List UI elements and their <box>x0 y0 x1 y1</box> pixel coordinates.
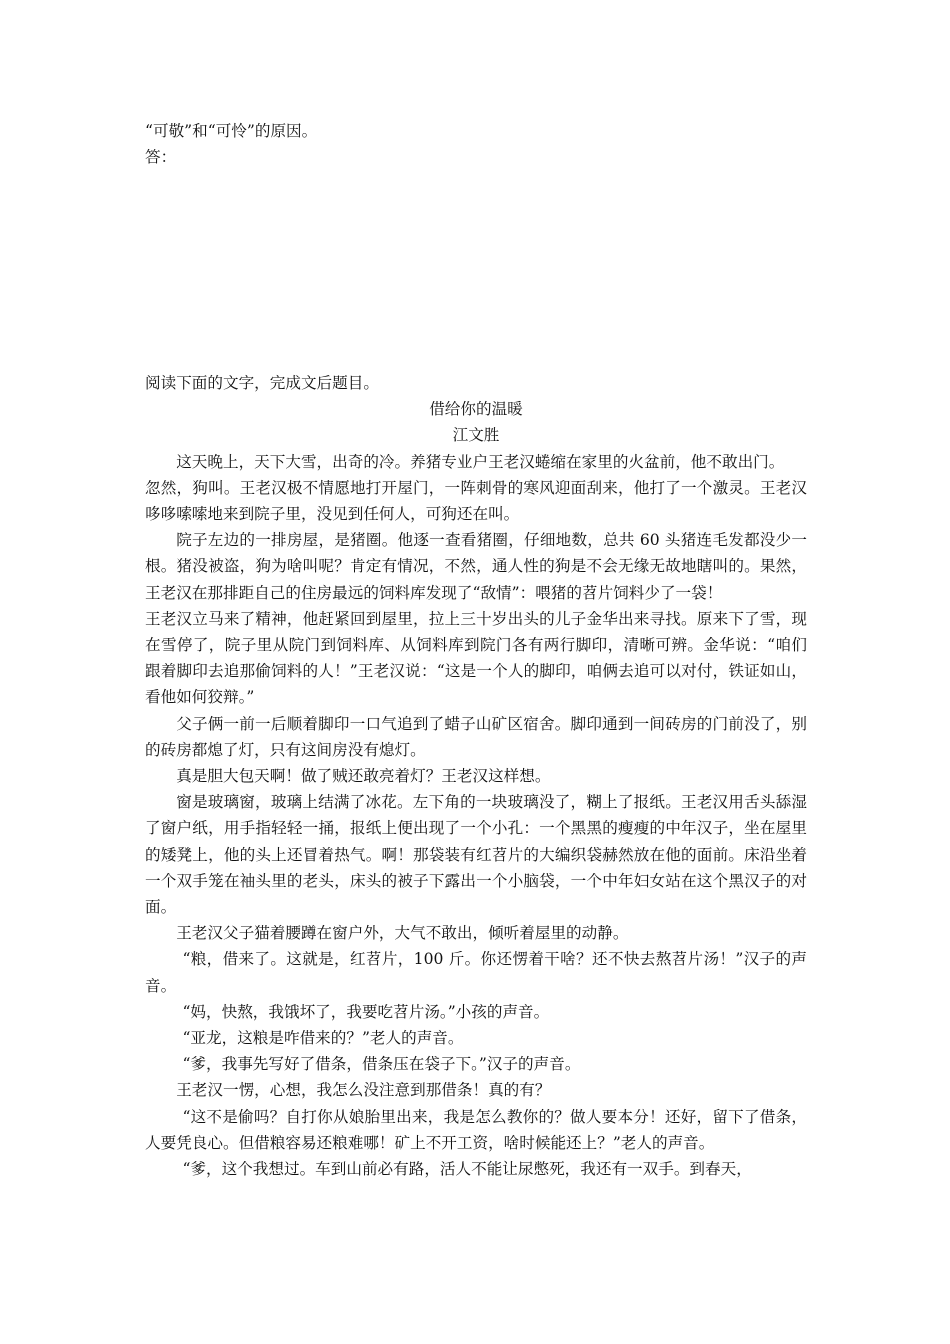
article-title: 借给你的温暖 <box>429 400 523 419</box>
question-tail: “可敬”和“可怜”的原因。 <box>145 122 318 140</box>
article-paragraph: 窗是玻璃窗，玻璃上结满了冰花。左下角的一块玻璃没了，糊上了报纸。王老汉用舌头舔湿了窗户纸，用手指轻轻一捅，报纸上便出现了一个小孔：一个黑黑的瘦瘦的中年汉子，坐在屋里的矮凳上，他的头上还冒着热气。啊！那袋装有红苕片的大编织袋赫然放在他的面前。床沿坐着一个双手笼在袖头里的老头，床头的被子下露出一个小脑袋，一个中年妇女站在这个黑汉子的对面。 <box>145 793 807 917</box>
article-paragraph: “粮，借来了。这就是，红苕片，100 斤。你还愣着干啥？还不快去熬苕片汤！”汉子的声音。 <box>145 950 807 995</box>
article-paragraph: 王老汉父子猫着腰蹲在窗户外，大气不敢出，倾听着屋里的动静。 <box>176 924 629 943</box>
reading-instruction: 阅读下面的文字，完成文后题目。 <box>145 374 379 392</box>
article-paragraph: 王老汉一愣，心想，我怎么没注意到那借条！真的有？ <box>176 1081 551 1100</box>
article-paragraph: “妈，快熬，我饿坏了，我要吃苕片汤。”小孩的声音。 <box>182 1002 550 1021</box>
article-paragraph: “爹，这个我想过。车到山前必有路，活人不能让尿憋死，我还有一双手。到春天， <box>182 1160 752 1179</box>
article-paragraph: 真是胆大包天啊！做了贼还敢亮着灯？王老汉这样想。 <box>176 767 551 786</box>
article-paragraph: “亚龙，这粮是咋借来的？”老人的声音。 <box>182 1029 464 1048</box>
answer-label: 答： <box>145 148 177 167</box>
previous-question-block <box>145 118 807 170</box>
article-paragraph: “这不是偷吗？自打你从娘胎里出来，我是怎么教你的？做人要本分！还好，留下了借条，人要凭良心。但借粮容易还粮难哪！矿上不开工资，啥时候能还上？”老人的声音。 <box>145 1107 807 1152</box>
article-paragraph: 王老汉立马来了精神，他赶紧回到屋里，拉上三十岁出头的儿子金华出来寻找。原来下了雪，现在雪停了，院子里从院门到饲料库、从饲料库到院门各有两行脚印，清晰可辨。金华说：“咱们跟着脚印去追那偷饲料的人！”王老汉说：“这是一个人的脚印，咱俩去追可以对付，铁证如山，看他如何狡辩。” <box>145 609 807 707</box>
article-paragraph: “爹，我事先写好了借条，借条压在袋子下。”汉子的声音。 <box>182 1055 581 1074</box>
article-paragraph: 父子俩一前一后顺着脚印一口气追到了蜡子山矿区宿舍。脚印通到一间砖房的门前没了，别的砖房都熄了灯，只有这间房没有熄灯。 <box>145 714 807 759</box>
article-paragraph: 院子左边的一排房屋，是猪圈。他逐一查看猪圈，仔细地数，总共 60 头猪连毛发都没少一根。猪没被盗，狗为啥叫呢？肯定有情况，不然，通人性的狗是不会无缘无故地瞎叫的。果然，王老汉在那排距自己的住房最远的饲料库发现了“敌情”：喂猪的苕片饲料少了一袋！ <box>145 531 807 602</box>
article-paragraph: 忽然，狗叫。王老汉极不情愿地打开屋门，一阵刺骨的寒风迎面刮来，他打了一个激灵。王老汉哆哆嗦嗦地来到院子里，没见到任何人，可狗还在叫。 <box>145 478 807 524</box>
reading-section <box>145 370 807 1182</box>
article-author: 江文胜 <box>452 426 500 445</box>
article-paragraph: 这天晚上，天下大雪，出奇的冷。养猪专业户王老汉蜷缩在家里的火盆前，他不敢出门。 <box>176 452 785 471</box>
